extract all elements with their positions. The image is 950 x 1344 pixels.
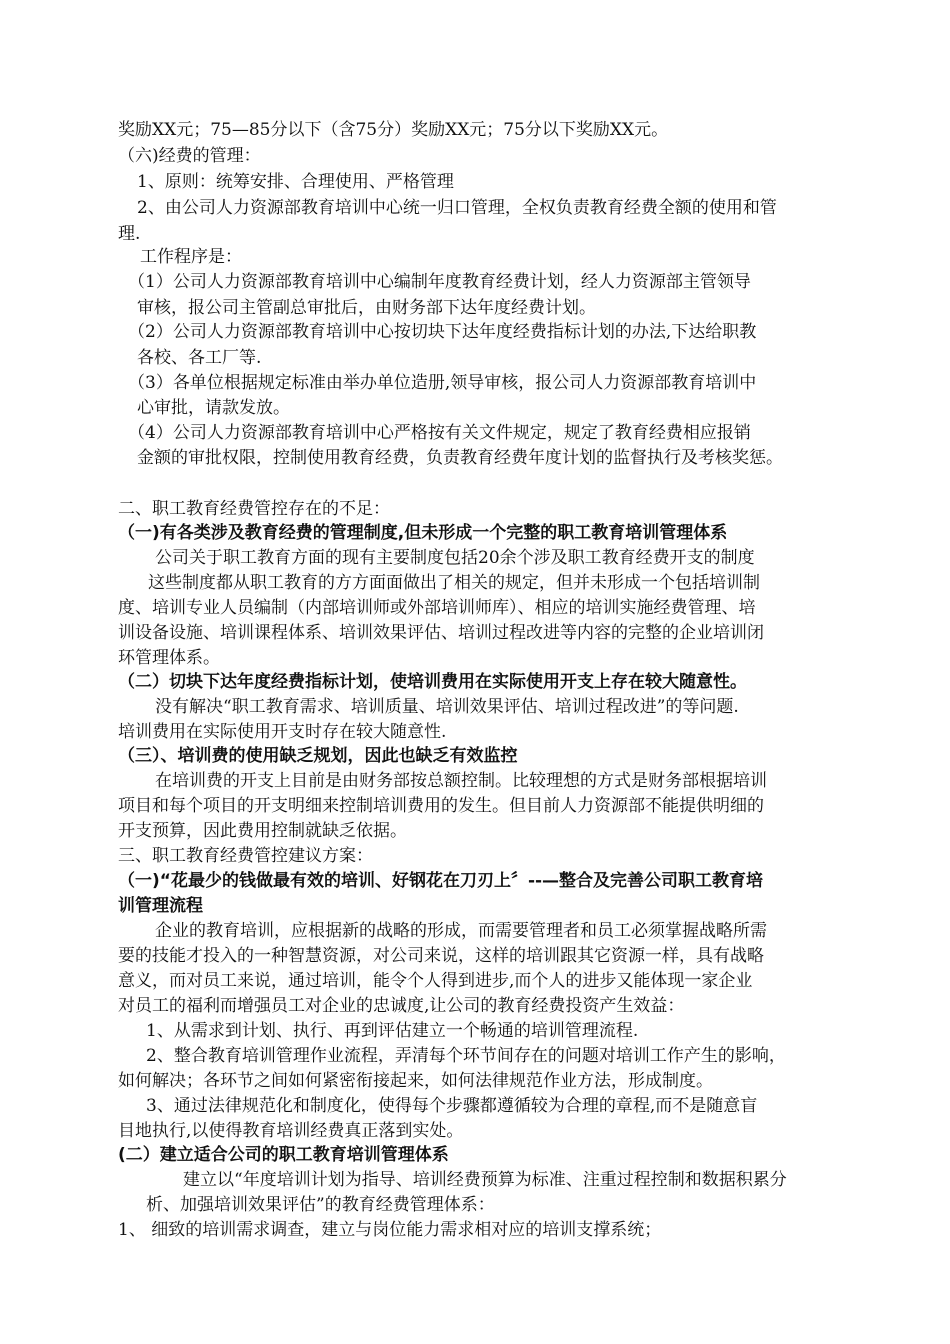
text-line: 金额的审批权限，控制使用教育经费，负责教育经费年度计划的监督执行及考核奖惩。: [137, 448, 783, 468]
text-line: 审核，报公司主管副总审批后，由财务部下达年度经费计划。: [137, 298, 596, 318]
section-heading: 三、职工教育经费管控建议方案：: [118, 846, 373, 866]
text-line: 各校、各工厂等.: [137, 348, 262, 368]
subsection-heading: （三）、培训费的使用缺乏规划，因此也缺乏有效监控: [118, 746, 518, 766]
text-line: 意义，而对员工来说，通过培训，能令个人得到进步,而个人的进步又能体现一家企业: [118, 971, 753, 991]
text-line: 没有解决“职工教育需求、培训质量、培训效果评估、培训过程改进”的等问题.: [155, 697, 739, 717]
subsection-heading: （二）切块下达年度经费指标计划，使培训费用在实际使用开支上存在较大随意性。: [118, 672, 747, 692]
text-line: （4）公司人力资源部教育培训中心严格按有关文件规定，规定了教育经费相应报销: [128, 423, 751, 443]
text-line: 心审批，请款发放。: [137, 398, 290, 418]
text-line: （3）各单位根据规定标准由举办单位造册,领导审核，报公司人力资源部教育培训中: [128, 373, 757, 393]
subsection-heading: 训管理流程: [118, 896, 203, 916]
text-line: 对员工的福利而增强员工对企业的忠诚度,让公司的教育经费投资产生效益：: [118, 996, 685, 1016]
text-line: 奖励XX元；75—85分以下（含75分）奖励XX元；75分以下奖励XX元。: [118, 120, 669, 140]
text-line: 如何解决；各环节之间如何紧密衔接起来，如何法律规范作业方法，形成制度。: [118, 1071, 713, 1091]
subsection-heading: （一)“花最少的钱做最有效的培训、好钢花在刀刃上〞--—整合及完善公司职工教育培: [118, 871, 764, 891]
text-line: 环管理体系。: [118, 648, 220, 668]
text-line: 公司关于职工教育方面的现有主要制度包括20余个涉及职工教育经费开支的制度: [155, 548, 755, 568]
text-line: 度、培训专业人员编制（内部培训师或外部培训师库）、相应的培训实施经费管理、培: [118, 598, 756, 618]
text-line: （2）公司人力资源部教育培训中心按切块下达年度经费指标计划的办法,下达给职教: [128, 322, 757, 342]
text-line: 建立以“年度培训计划为指导、培训经费预算为标准、注重过程控制和数据积累分: [183, 1170, 787, 1190]
text-line: 这些制度都从职工教育的方方面面做出了相关的规定，但并未形成一个包括培训制: [148, 573, 760, 593]
text-line: 企业的教育培训，应根据新的战略的形成，而需要管理者和员工必须掌握战略所需: [155, 921, 767, 941]
text-line: 理.: [118, 224, 141, 244]
text-line: 析、加强培训效果评估”的教育经费管理体系：: [146, 1195, 495, 1215]
text-line: 1、 细致的培训需求调查，建立与岗位能力需求相对应的培训支撑系统；: [118, 1220, 662, 1240]
text-line: （1）公司人力资源部教育培训中心编制年度教育经费计划，经人力资源部主管领导: [128, 272, 751, 292]
text-line: 3、通过法律规范化和制度化，使得每个步骤都遵循较为合理的章程,而不是随意盲: [146, 1096, 758, 1116]
text-line: 训设备设施、培训课程体系、培训效果评估、培训过程改进等内容的完整的企业培训闭: [118, 623, 764, 643]
text-line: 开支预算，因此费用控制就缺乏依据。: [118, 821, 407, 841]
text-line: 工作程序是：: [140, 247, 242, 267]
text-line: 1、从需求到计划、执行、再到评估建立一个畅通的培训管理流程.: [146, 1021, 639, 1041]
text-line: 要的技能才投入的一种智慧资源，对公司来说，这样的培训跟其它资源一样，具有战略: [118, 946, 764, 966]
text-line: 在培训费的开支上目前是由财务部按总额控制。比较理想的方式是财务部根据培训: [155, 771, 767, 791]
section-heading: 二、职工教育经费管控存在的不足：: [118, 499, 390, 519]
section-heading: （六)经费的管理：: [118, 146, 261, 166]
subsection-heading: （一)有各类涉及教育经费的管理制度,但未形成一个完整的职工教育培训管理体系: [118, 523, 728, 543]
subsection-heading: (二）建立适合公司的职工教育培训管理体系: [118, 1145, 449, 1165]
text-line: 培训费用在实际使用开支时存在较大随意性.: [118, 722, 447, 742]
text-line: 2、由公司人力资源部教育培训中心统一归口管理，全权负责教育经费全额的使用和管: [137, 198, 777, 218]
text-line: 项目和每个项目的开支明细来控制培训费用的发生。但目前人力资源部不能提供明细的: [118, 796, 764, 816]
text-line: 2、整合教育培训管理作业流程，弄清每个环节间存在的问题对培训工作产生的影响，: [146, 1046, 786, 1066]
text-line: 目地执行,以使得教育培训经费真正落到实处。: [118, 1121, 464, 1141]
text-line: 1、原则：统筹安排、合理使用、严格管理: [137, 172, 454, 192]
